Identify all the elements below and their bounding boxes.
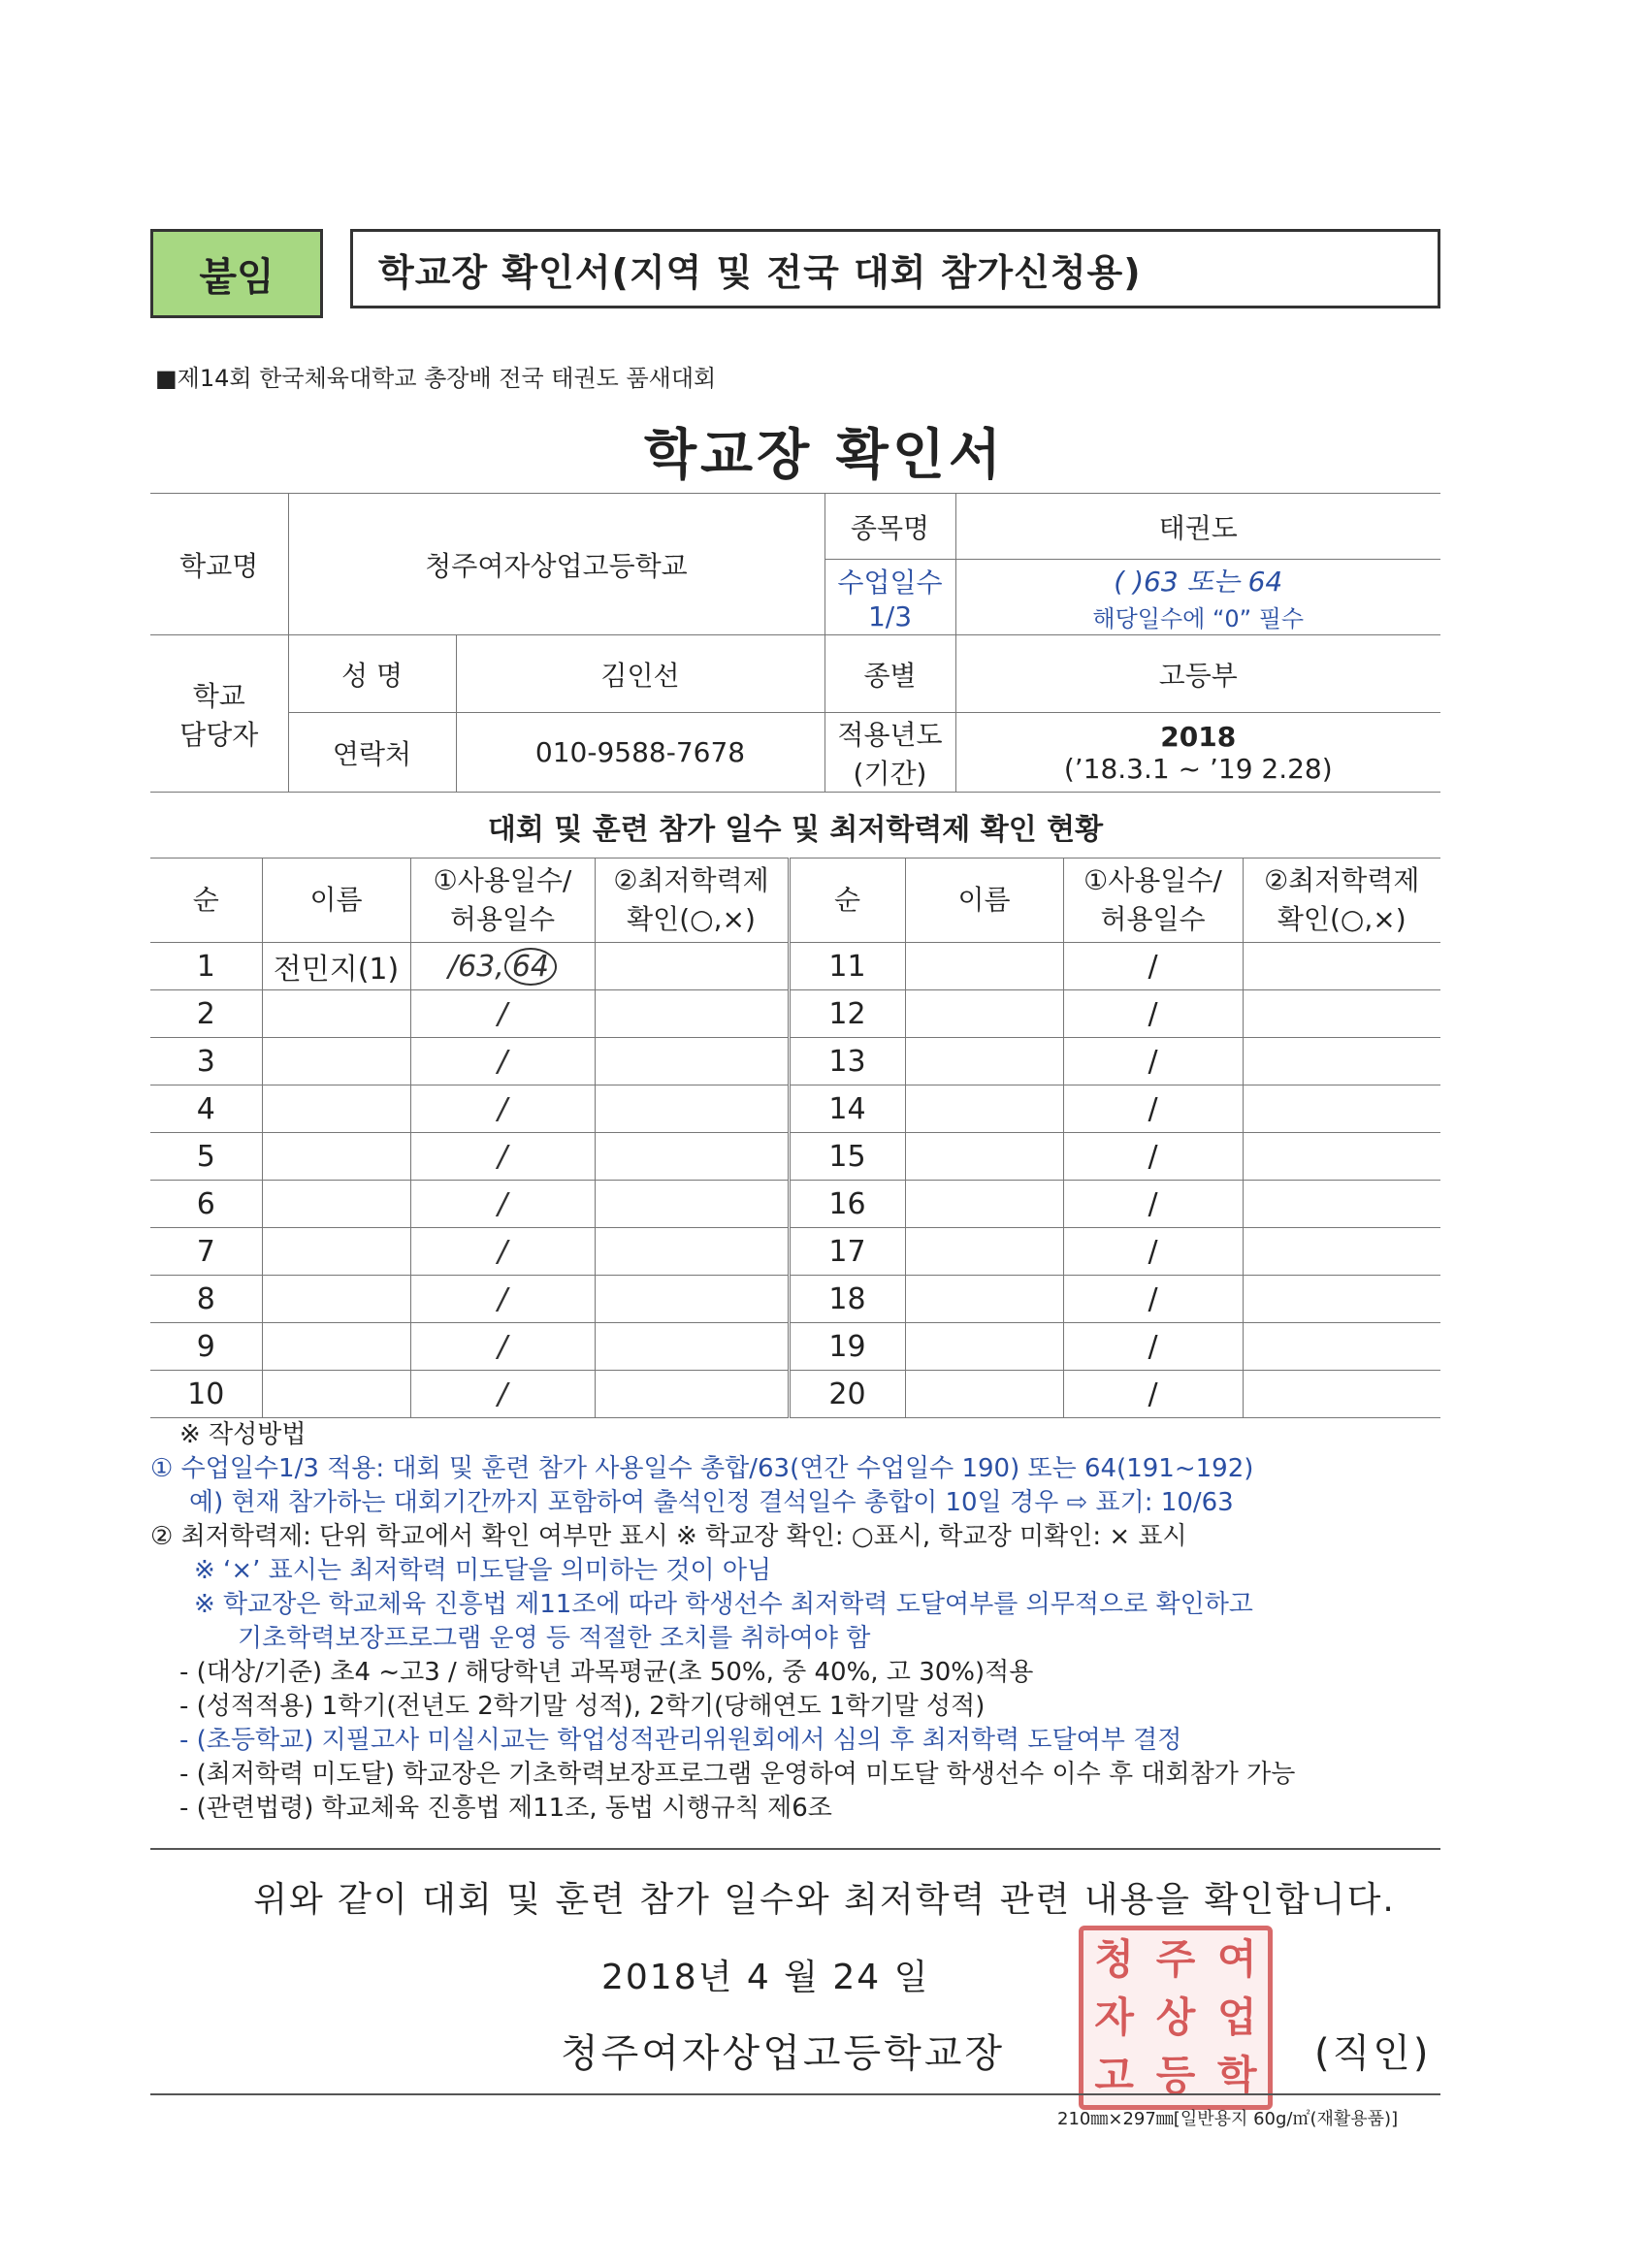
class-label: 종별 (824, 635, 955, 713)
col-academic-line2: 확인(○,×) (627, 903, 756, 935)
row-name-right (905, 1181, 1063, 1228)
row-no-right: 12 (789, 990, 905, 1038)
year-label-line2: (기간) (853, 757, 927, 790)
row-academic (595, 1085, 789, 1133)
row-no-right: 17 (789, 1228, 905, 1276)
school-name: 청주여자상업고등학교 (288, 494, 824, 635)
row-academic (595, 1371, 789, 1418)
row-days-right: / (1063, 1228, 1243, 1276)
row-no-right: 19 (789, 1323, 905, 1371)
principal-signer: 청주여자상업고등학교장 (561, 2031, 1006, 2076)
row-days-right: / (1063, 1276, 1243, 1323)
seal-char: 등 (1155, 2052, 1196, 2099)
class-days-options: ( )63 또는 64 (1114, 566, 1283, 598)
row-days-value: / (497, 1139, 508, 1174)
year-value (955, 713, 1440, 793)
col-name: 이름 (262, 859, 410, 943)
school-label: 학교명 (150, 494, 288, 635)
row-days (410, 990, 595, 1038)
row-days (410, 1371, 595, 1418)
event-name: ■제14회 한국체육대학교 총장배 전국 태권도 품새대회 (155, 365, 717, 392)
row-academic-right (1243, 1085, 1440, 1133)
seal-char: 학 (1217, 2052, 1257, 2099)
seal-char: 상 (1155, 1993, 1196, 2041)
year-label-line1: 적용년도 (837, 718, 943, 751)
row-name-right (905, 1038, 1063, 1085)
instructions (150, 1418, 1460, 1826)
instruction-line: - (성적적용) 1학기(전년도 2학기말 성적), 2학기(당해연도 1학기말 성적) (179, 1692, 986, 1721)
instruction-line: ① 수업일수1/3 적용: 대회 및 훈련 참가 사용일수 총합/63(연간 수업일수 190) 또는 64(191~192) (150, 1454, 1254, 1483)
instruction-line: ※ ‘×’ 표시는 최저학력 미도달을 의미하는 것이 아님 (194, 1556, 772, 1585)
year-label (824, 713, 955, 793)
attachment-badge: 붙임 (150, 229, 323, 318)
table-row (150, 1038, 1440, 1085)
row-name (262, 1371, 410, 1418)
instruction-line: ② 최저학력제: 단위 학교에서 확인 여부만 표시 ※ 학교장 확인: ○표시, 학교장 미확인: × 표시 (150, 1522, 1187, 1551)
participation-table (150, 858, 1440, 1418)
col-name-right: 이름 (905, 859, 1063, 943)
row-days (410, 1133, 595, 1181)
row-days-circled: 64 (504, 948, 557, 986)
row-no: 4 (150, 1085, 262, 1133)
row-name (262, 1133, 410, 1181)
row-days (410, 1038, 595, 1085)
table-row (150, 1323, 1440, 1371)
instruction-line: - (대상/기준) 초4 ~고3 / 해당학년 과목평균(초 50%, 중 40%, 고 30%)적용 (179, 1658, 1034, 1687)
row-academic (595, 1133, 789, 1181)
col-no-right: 순 (789, 859, 905, 943)
staff-label (150, 635, 288, 793)
col-academic-right-line2: 확인(○,×) (1277, 903, 1406, 935)
row-academic-right (1243, 943, 1440, 990)
class-days-label (824, 560, 955, 635)
row-academic-right (1243, 1371, 1440, 1418)
confirmation-date: 2018년 4 월 24 일 (601, 1958, 930, 1997)
col-days (410, 859, 595, 943)
document-title: 학교장 확인서 (643, 424, 1006, 487)
contact-label: 연락처 (288, 713, 456, 793)
row-name (262, 1181, 410, 1228)
row-name (262, 1276, 410, 1323)
row-no: 3 (150, 1038, 262, 1085)
official-seal-icon (1079, 1926, 1273, 2110)
row-name-right (905, 1085, 1063, 1133)
row-academic (595, 1038, 789, 1085)
info-table (150, 493, 1440, 793)
class-days-value (955, 560, 1440, 635)
row-no-right: 14 (789, 1085, 905, 1133)
table-row (150, 1371, 1440, 1418)
instruction-line: - (관련법령) 학교체육 진흥법 제11조, 동법 시행규칙 제6조 (179, 1794, 832, 1823)
row-days-value: / (497, 1044, 508, 1079)
row-no: 5 (150, 1133, 262, 1181)
instruction-line: ※ 작성방법 (179, 1420, 307, 1449)
staff-label-line2: 담당자 (179, 718, 259, 751)
row-no-right: 20 (789, 1371, 905, 1418)
col-academic-line1: ②최저학력제 (613, 864, 769, 896)
row-days (410, 943, 595, 990)
row-days-right: / (1063, 1085, 1243, 1133)
sport-label: 종목명 (824, 494, 955, 560)
row-name-right (905, 943, 1063, 990)
row-days-right: / (1063, 1323, 1243, 1371)
row-academic-right (1243, 1038, 1440, 1085)
seal-char: 청 (1094, 1935, 1134, 1983)
row-academic-right (1243, 1228, 1440, 1276)
row-no: 9 (150, 1323, 262, 1371)
col-days-line1: ①사용일수/ (433, 864, 572, 896)
row-days-right: / (1063, 1038, 1243, 1085)
row-days-right: / (1063, 1133, 1243, 1181)
row-name-right (905, 1371, 1063, 1418)
row-days-value: / (497, 1329, 508, 1364)
row-no-right: 11 (789, 943, 905, 990)
row-academic-right (1243, 1133, 1440, 1181)
row-no: 2 (150, 990, 262, 1038)
name-value: 김인선 (456, 635, 824, 713)
row-no-right: 15 (789, 1133, 905, 1181)
row-name-right (905, 1323, 1063, 1371)
paper-spec: 210㎜×297㎜[일반용지 60g/㎡(재활용품)] (1057, 2109, 1399, 2129)
header-title: 학교장 확인서(지역 및 전국 대회 참가신청용) (350, 229, 1440, 308)
class-days-label-line2: 1/3 (867, 600, 913, 632)
row-name (262, 1323, 410, 1371)
row-no-right: 13 (789, 1038, 905, 1085)
row-name-right (905, 1276, 1063, 1323)
row-days-value: /63, (447, 949, 504, 984)
class-days-label-line1: 수업일수 (837, 567, 943, 599)
row-no-right: 16 (789, 1181, 905, 1228)
seal-label: (직인) (1314, 2031, 1432, 2076)
instruction-line: 기초학력보장프로그램 운영 등 적절한 조치를 취하여야 함 (238, 1624, 871, 1653)
row-academic (595, 1181, 789, 1228)
col-days-line2: 허용일수 (449, 903, 556, 935)
row-days (410, 1085, 595, 1133)
row-days-right: / (1063, 990, 1243, 1038)
row-academic-right (1243, 1276, 1440, 1323)
row-days-value: / (497, 996, 508, 1031)
row-days-right: / (1063, 1371, 1243, 1418)
col-no: 순 (150, 859, 262, 943)
row-no: 1 (150, 943, 262, 990)
instruction-line: - (최저학력 미도달) 학교장은 기초학력보장프로그램 운영하여 미도달 학생선수 이수 후 대회참가 가능 (179, 1760, 1296, 1789)
year-number: 2018 (1160, 720, 1237, 753)
row-name: 전민지(1) (262, 943, 410, 990)
contact-value: 010-9588-7678 (456, 713, 824, 793)
divider-bottom (150, 2093, 1440, 2095)
row-name-right (905, 1228, 1063, 1276)
row-academic (595, 1228, 789, 1276)
row-days-value: / (497, 1377, 508, 1411)
table-row (150, 1228, 1440, 1276)
row-name (262, 1228, 410, 1276)
seal-char: 주 (1155, 1935, 1196, 1983)
row-days (410, 1276, 595, 1323)
row-academic-right (1243, 990, 1440, 1038)
col-academic (595, 859, 789, 943)
row-days-value: / (497, 1234, 508, 1269)
row-no: 8 (150, 1276, 262, 1323)
instruction-line: - (초등학교) 지필고사 미실시교는 학업성적관리위원회에서 심의 후 최저학력 도달여부 결정 (179, 1726, 1182, 1755)
row-academic-right (1243, 1323, 1440, 1371)
row-days-right: / (1063, 943, 1243, 990)
row-academic (595, 1323, 789, 1371)
class-days-note: 해당일수에 “0” 필수 (1092, 605, 1305, 632)
instruction-line: 예) 현재 참가하는 대회기간까지 포함하여 출석인정 결석일수 총합이 10일 경우 ⇨ 표기: 10/63 (189, 1488, 1234, 1517)
staff-label-line1: 학교 (192, 679, 245, 712)
class-value: 고등부 (955, 635, 1440, 713)
col-days-right-line1: ①사용일수/ (1083, 864, 1222, 896)
seal-char: 여 (1217, 1935, 1257, 1983)
row-name (262, 990, 410, 1038)
row-academic (595, 943, 789, 990)
row-name-right (905, 990, 1063, 1038)
year-period: (’18.3.1 ~ ’19 2.28) (1063, 752, 1333, 785)
name-label: 성 명 (288, 635, 456, 713)
row-academic (595, 1276, 789, 1323)
row-days-value: / (497, 1281, 508, 1316)
row-days-value: / (497, 1091, 508, 1126)
row-days (410, 1323, 595, 1371)
row-name (262, 1085, 410, 1133)
seal-char: 자 (1094, 1993, 1134, 2041)
seal-char: 고 (1094, 2052, 1134, 2099)
instruction-line: ※ 학교장은 학교체육 진흥법 제11조에 따라 학생선수 최저학력 도달여부를 의무적으로 확인하고 (194, 1590, 1253, 1619)
row-days (410, 1181, 595, 1228)
row-no: 7 (150, 1228, 262, 1276)
section-title: 대회 및 훈련 참가 일수 및 최저학력제 확인 현황 (487, 813, 1104, 847)
col-days-right (1063, 859, 1243, 943)
row-academic (595, 990, 789, 1038)
table-row (150, 1181, 1440, 1228)
row-name (262, 1038, 410, 1085)
table-header-row (150, 859, 1440, 943)
row-no: 10 (150, 1371, 262, 1418)
row-days-right: / (1063, 1181, 1243, 1228)
table-row (150, 1085, 1440, 1133)
row-academic-right (1243, 1181, 1440, 1228)
table-row (150, 943, 1440, 990)
table-row (150, 1133, 1440, 1181)
col-academic-right-line1: ②최저학력제 (1264, 864, 1420, 896)
row-no-right: 18 (789, 1276, 905, 1323)
sport-value: 태권도 (955, 494, 1440, 560)
confirmation-text: 위와 같이 대회 및 훈련 참가 일수와 최저학력 관련 내용을 확인합니다. (253, 1880, 1396, 1920)
row-days (410, 1228, 595, 1276)
seal-char: 업 (1217, 1993, 1257, 2041)
table-row (150, 1276, 1440, 1323)
col-academic-right (1243, 859, 1440, 943)
divider (150, 1848, 1440, 1850)
row-name-right (905, 1133, 1063, 1181)
row-days-value: / (497, 1186, 508, 1221)
table-row (150, 990, 1440, 1038)
col-days-right-line2: 허용일수 (1100, 903, 1206, 935)
row-no: 6 (150, 1181, 262, 1228)
